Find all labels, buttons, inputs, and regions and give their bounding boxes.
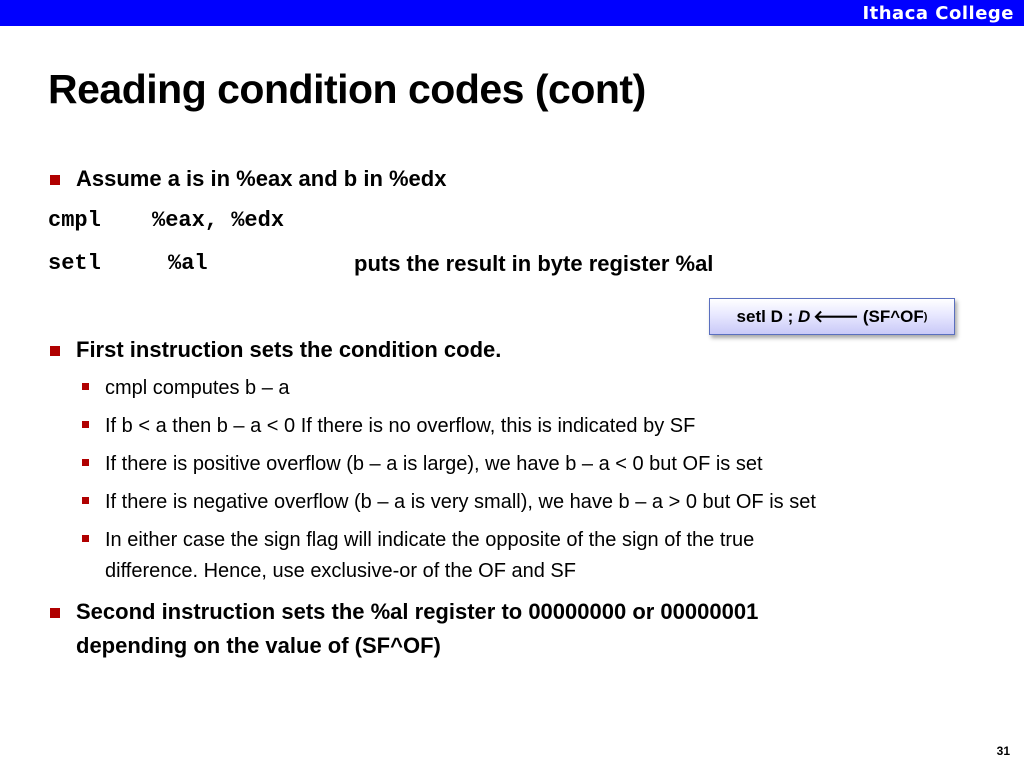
code-line2-op: setl (48, 251, 101, 276)
sub-bullet-1: cmpl computes b – a (105, 377, 290, 399)
callout-var: D (797, 306, 811, 326)
slide-title: Reading condition codes (cont) (48, 66, 646, 112)
intro-bullet: Assume a is in %eax and b in %edx (76, 166, 447, 191)
sub-bullet-square-icon (82, 383, 89, 390)
sub-bullet-3: If there is positive overflow (b – a is large), we have b – a < 0 but OF is set (105, 453, 763, 475)
sub-bullet-2: If b < a then b – a < 0 If there is no overflow, this is indicated by SF (105, 415, 696, 437)
callout-expr: (SF^OF (862, 306, 924, 326)
page-number: 31 (996, 744, 1010, 758)
second-instruction-bullet-line2: depending on the value of (SF^OF) (76, 633, 441, 658)
left-arrow-icon: 🡐 (813, 306, 859, 326)
bullet-square-icon (50, 608, 60, 618)
sub-bullet-5-line2: difference. Hence, use exclusive-or of the OF and SF (105, 560, 576, 582)
setl-callout-box (709, 298, 955, 335)
code-line1-op: cmpl (48, 208, 101, 233)
code-line2-note: puts the result in byte register %al (354, 251, 714, 276)
callout-prefix: setl D ; (736, 306, 794, 326)
second-instruction-bullet-line1: Second instruction sets the %al register to 00000000 or 00000001 (76, 599, 759, 624)
sub-bullet-square-icon (82, 459, 89, 466)
header-bar (0, 0, 1024, 26)
brand-logo-text: Ithaca College (862, 3, 1014, 24)
bullet-square-icon (50, 346, 60, 356)
code-line2-args: %al (168, 251, 208, 276)
sub-bullet-square-icon (82, 535, 89, 542)
sub-bullet-square-icon (82, 497, 89, 504)
code-line1-args: %eax, %edx (152, 208, 285, 233)
bullet-square-icon (50, 175, 60, 185)
sub-bullet-5-line1: In either case the sign flag will indicate the opposite of the sign of the true (105, 529, 755, 551)
sub-bullet-square-icon (82, 421, 89, 428)
first-instruction-bullet: First instruction sets the condition code. (76, 337, 502, 362)
sub-bullet-4: If there is negative overflow (b – a is very small), we have b – a > 0 but OF is set (105, 491, 816, 513)
callout-close: ) (923, 310, 928, 323)
